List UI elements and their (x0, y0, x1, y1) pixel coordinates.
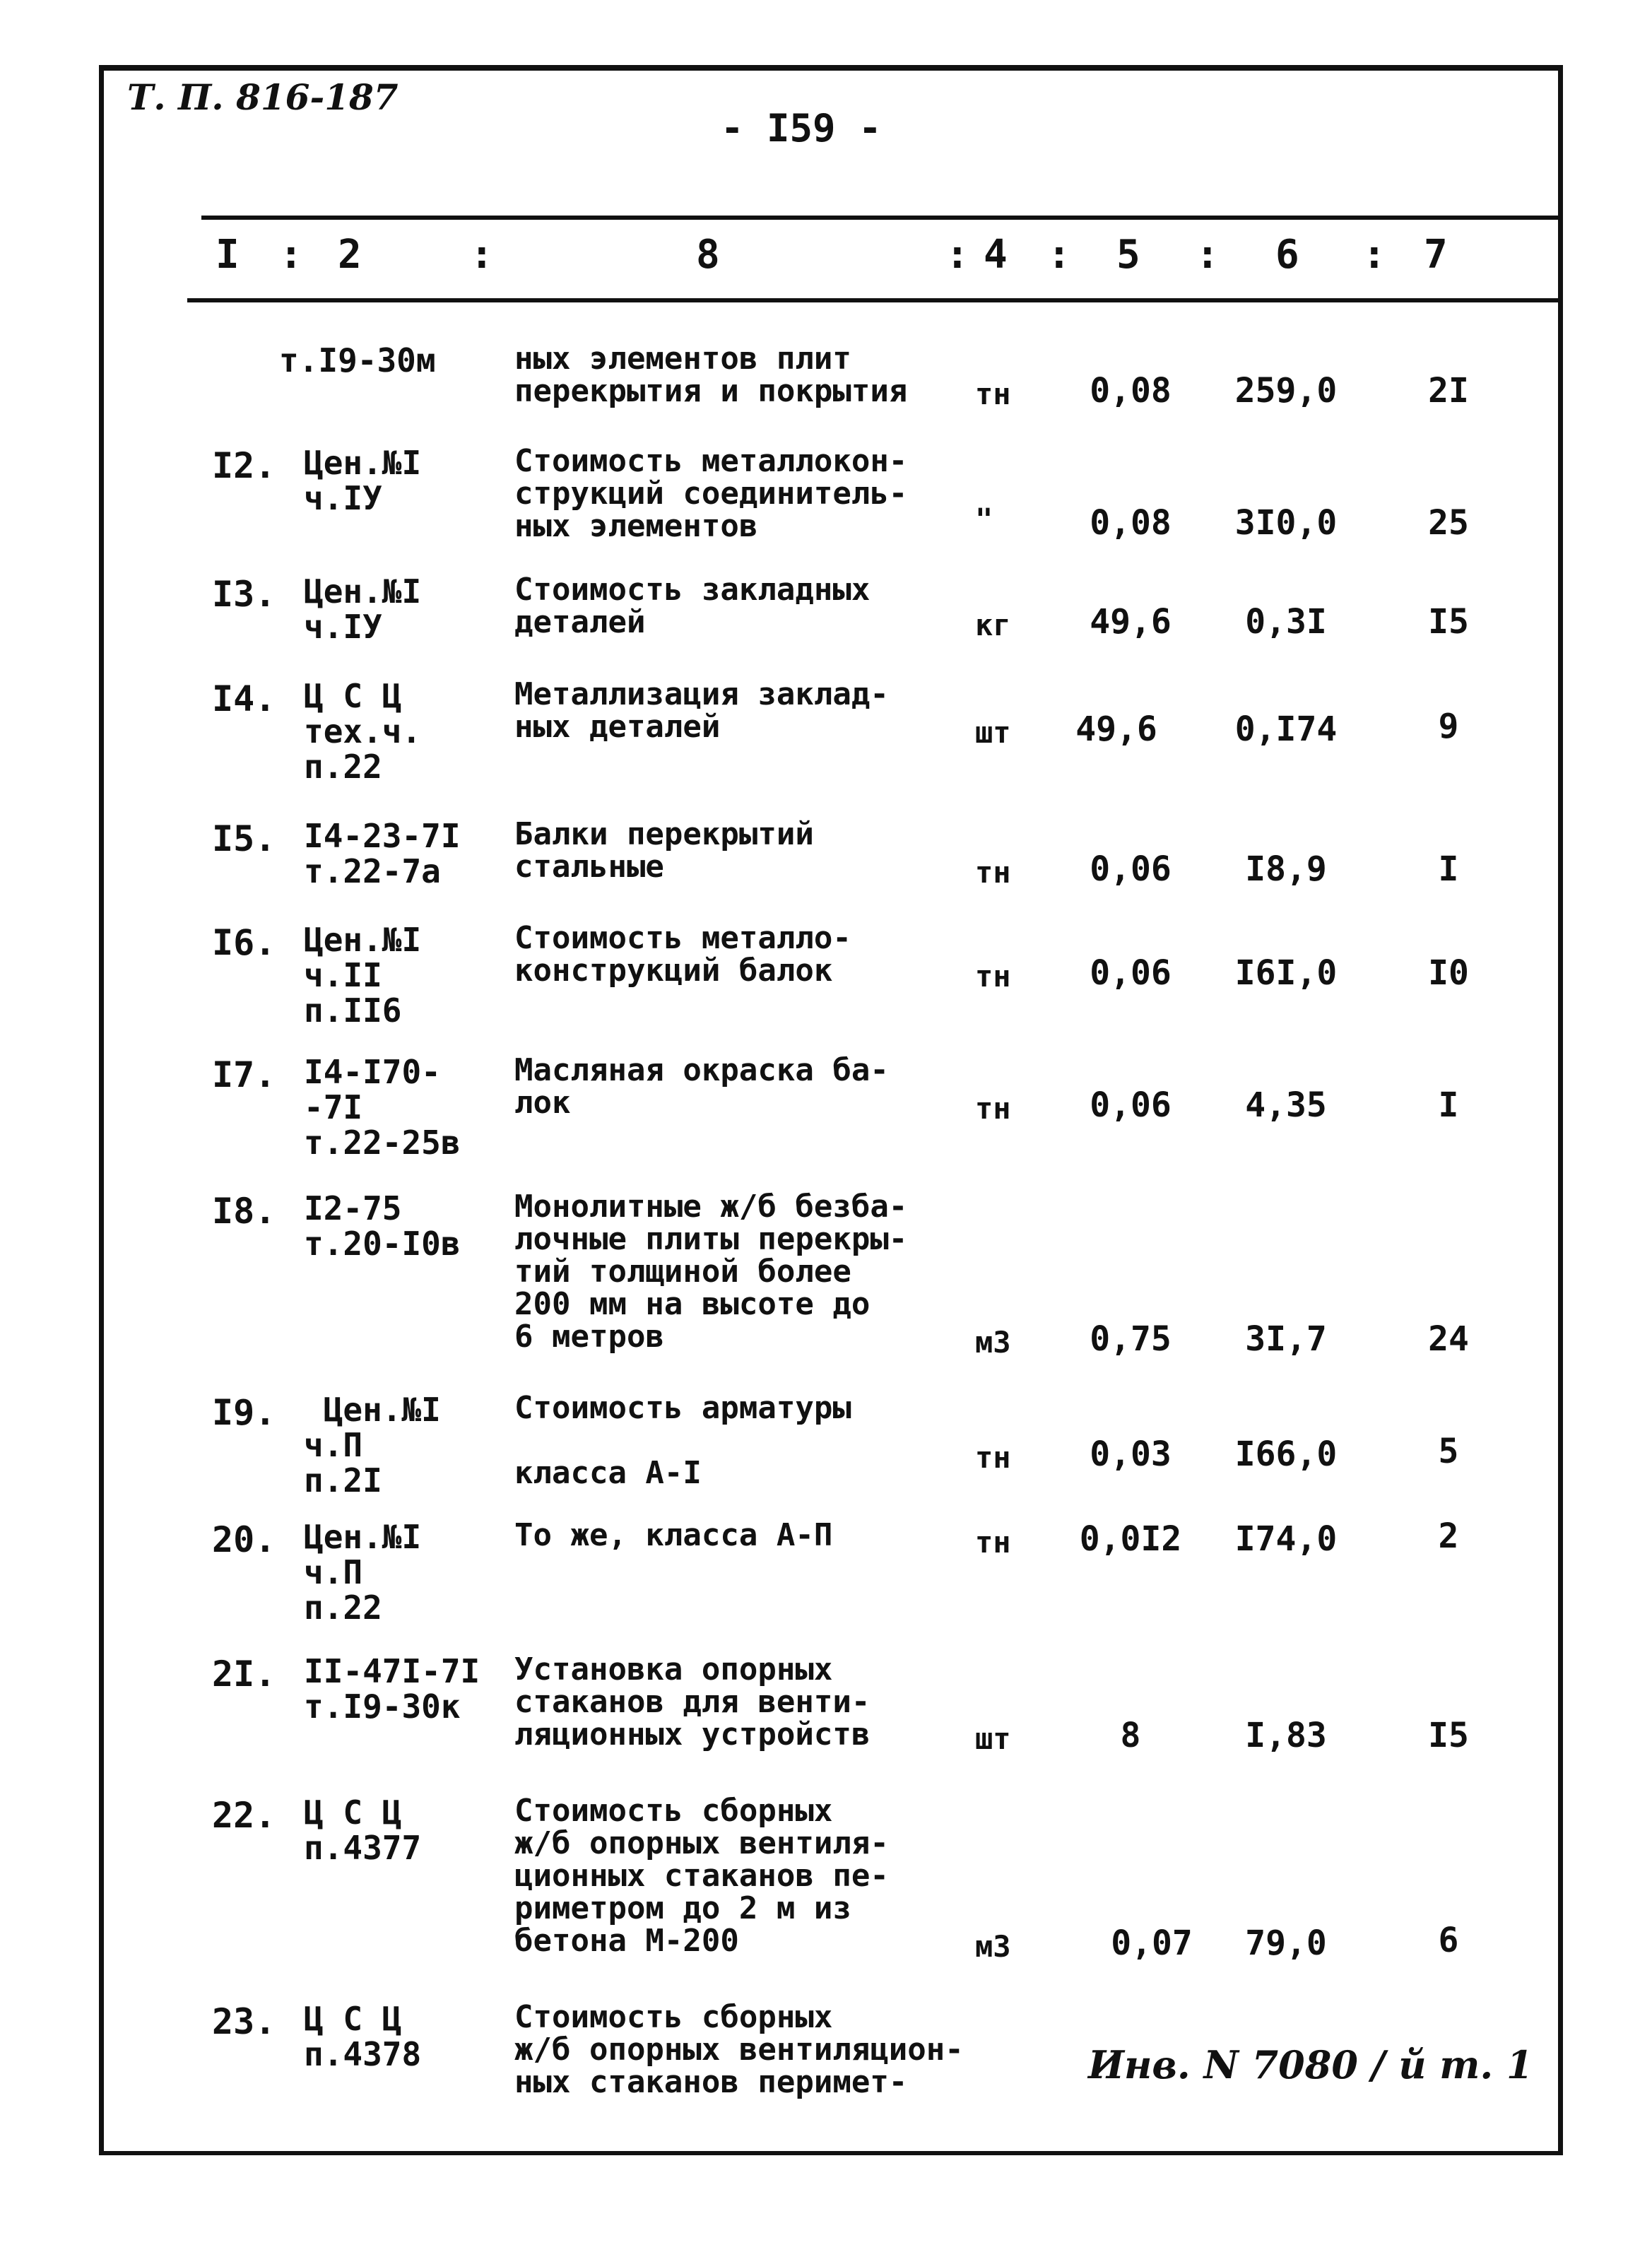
row-number: 22. (212, 1795, 276, 1836)
row-total: I (1438, 849, 1459, 889)
page-number: - I59 - (721, 106, 882, 151)
col-header-sep: : (945, 232, 969, 278)
col-header-3: 8 (696, 232, 720, 278)
row-unit: шт (975, 1721, 1011, 1756)
col-header-2: 2 (338, 232, 362, 278)
header-bottom-rule (187, 298, 1558, 302)
col-header-4: 4 (984, 232, 1008, 278)
row-description: Стоимость сборных ж/б опорных вентиляцион- ных стаканов перимет- (514, 1999, 964, 2100)
row-description: ных элементов плит перекрытия и покрытия (514, 341, 908, 409)
row-number: 20. (212, 1519, 276, 1560)
row-unit: тн (975, 377, 1011, 411)
row-total: 9 (1438, 707, 1459, 746)
row-unit: тн (975, 1440, 1011, 1475)
row-description: Монолитные ж/б безба- лочные плиты перекры- тий толщиной более 200 мм на высоте до 6 метров (514, 1189, 908, 1355)
row-quantity: 0,0I2 (1079, 1519, 1182, 1559)
row-unit: " (975, 502, 993, 536)
row-description: То же, класса А-П (514, 1517, 833, 1553)
row-unit-price: I74,0 (1234, 1519, 1338, 1559)
row-unit-price: 79,0 (1245, 1923, 1327, 1963)
row-number: I4. (212, 678, 276, 719)
row-number: 2I. (212, 1654, 276, 1695)
row-number: I7. (212, 1054, 276, 1095)
row-code: II-47I-7I т.I9-30к (304, 1652, 480, 1726)
row-code: Ц С Ц п.4377 (304, 1793, 422, 1867)
row-description: Стоимость сборных ж/б опорных вентиля- ционных стаканов пе- риметром до 2 м из бетона М-200 (514, 1793, 889, 1959)
row-number: I6. (212, 922, 276, 963)
row-description: Металлизация заклад- ных деталей (514, 676, 889, 745)
row-quantity: 49,6 (1075, 709, 1157, 749)
row-unit: кг (975, 608, 1011, 642)
row-total: I0 (1428, 953, 1469, 993)
header-top-rule (201, 216, 1558, 220)
row-code: Ц С Ц тех.ч. п.22 (304, 677, 422, 786)
row-quantity: 0,08 (1090, 503, 1172, 543)
row-code: Цен.№I ч.П п.2I (304, 1391, 441, 1499)
row-unit: тн (975, 959, 1011, 994)
col-header-1: I (216, 232, 240, 278)
row-number: I8. (212, 1191, 276, 1232)
row-unit-price: 0,3I (1245, 602, 1327, 642)
row-number: I9. (212, 1392, 276, 1433)
row-number: 23. (212, 2001, 276, 2042)
row-total: I5 (1428, 1716, 1469, 1755)
row-unit: тн (975, 1525, 1011, 1560)
row-number: I2. (212, 445, 276, 486)
row-total: I (1438, 1085, 1459, 1125)
row-quantity: 0,08 (1090, 371, 1172, 411)
col-header-sep: : (1362, 232, 1386, 278)
row-quantity: 8 (1120, 1716, 1141, 1755)
col-header-sep: : (1196, 232, 1220, 278)
row-unit-price: I,83 (1245, 1716, 1327, 1755)
row-description: Стоимость арматуры класса А-I (514, 1390, 851, 1491)
row-description: Масляная окраска ба- лок (514, 1052, 889, 1121)
row-quantity: 0,06 (1090, 1085, 1172, 1125)
row-total: 2 (1438, 1516, 1459, 1556)
row-total: 2I (1428, 371, 1469, 411)
row-description: Стоимость металло- конструкций балок (514, 920, 851, 989)
row-code: I2-75 т.20-I0в (304, 1189, 461, 1263)
inventory-note: Инв. N 7080 / й т. 1 (1088, 2042, 1533, 2087)
row-unit-price: I66,0 (1234, 1434, 1338, 1474)
row-unit: тн (975, 1091, 1011, 1126)
row-total: 6 (1438, 1921, 1459, 1960)
row-unit-price: 259,0 (1234, 371, 1338, 411)
col-header-5: 5 (1116, 232, 1140, 278)
row-code: Цен.№I ч.IУ (304, 444, 422, 517)
row-unit: тн (975, 855, 1011, 890)
row-unit: м3 (975, 1929, 1011, 1964)
document-code: Т. П. 816-187 (127, 76, 399, 118)
row-description: Балки перекрытий стальные (514, 816, 814, 885)
row-unit-price: I6I,0 (1234, 953, 1338, 993)
row-quantity: 0,06 (1090, 953, 1172, 993)
row-description: Стоимость закладных деталей (514, 572, 871, 640)
row-code: Ц С Ц п.4378 (304, 2000, 422, 2073)
row-total: 24 (1428, 1319, 1469, 1359)
col-header-sep: : (279, 232, 303, 278)
row-code: I4-I70- -7I т.22-25в (304, 1053, 461, 1162)
row-quantity: 0,75 (1090, 1319, 1172, 1359)
row-unit: м3 (975, 1325, 1011, 1360)
row-quantity: 0,03 (1090, 1434, 1172, 1474)
row-total: 25 (1428, 503, 1469, 543)
row-code: Цен.№I ч.П п.22 (304, 1518, 422, 1627)
row-code: Цен.№I ч.II п.II6 (304, 921, 422, 1030)
row-quantity: 0,06 (1090, 849, 1172, 889)
row-code: I4-23-7I т.22-7а (304, 817, 461, 890)
row-total: 5 (1438, 1432, 1459, 1471)
row-number: I3. (212, 574, 276, 615)
col-header-6: 6 (1275, 232, 1299, 278)
col-header-sep: : (1047, 232, 1071, 278)
row-unit: шт (975, 715, 1011, 750)
row-description: Установка опорных стаканов для венти- ляционных устройств (514, 1651, 871, 1752)
row-quantity: 49,6 (1090, 602, 1172, 642)
row-description: Стоимость металлокон- струкций соединитель- ных элементов (514, 443, 908, 544)
row-unit-price: I8,9 (1245, 849, 1327, 889)
row-unit-price: 4,35 (1245, 1085, 1327, 1125)
row-number: I5. (212, 818, 276, 859)
row-code: т.I9-30м (279, 341, 436, 379)
row-unit-price: 0,I74 (1234, 709, 1338, 749)
col-header-7: 7 (1424, 232, 1448, 278)
row-quantity: 0,07 (1111, 1923, 1193, 1963)
row-code: Цен.№I ч.IУ (304, 572, 422, 646)
row-unit-price: 3I0,0 (1234, 503, 1338, 543)
row-total: I5 (1428, 602, 1469, 642)
row-unit-price: 3I,7 (1245, 1319, 1327, 1359)
col-header-sep: : (470, 232, 494, 278)
